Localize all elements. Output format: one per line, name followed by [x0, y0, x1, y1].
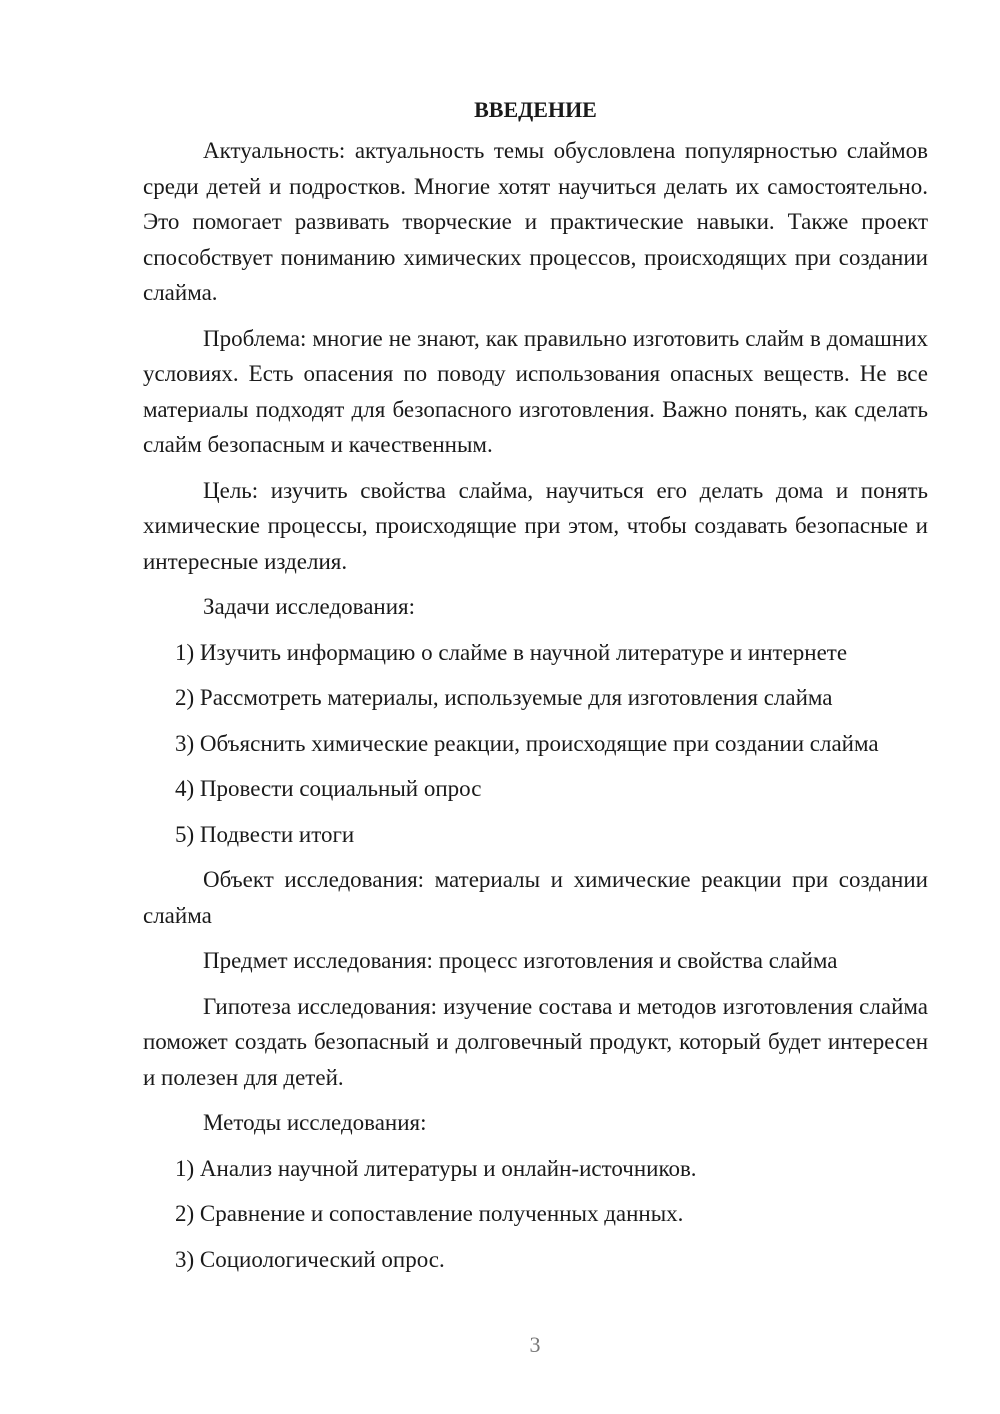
- method-item-3: 3) Социологический опрос.: [175, 1246, 445, 1272]
- subject-paragraph: Предмет исследования: процесс изготовления и свойства слайма: [203, 948, 838, 973]
- task-item-3: 3) Объяснить химические реакции, происходящие при создании слайма: [175, 730, 879, 756]
- task-item-2: 2) Рассмотреть материалы, используемые для изготовления слайма: [175, 685, 833, 710]
- relevance-paragraph: Актуальность: актуальность темы обусловлена популярностью слаймов среди детей и подростков. Многие хотят научиться делать их самостоятельно. Это помогает развивать творческие и практические навыки. Также проект способствует пониманию химических процессов, происходящих при создании слайма.: [143, 138, 928, 305]
- page-title: ВВЕДЕНИЕ: [474, 97, 597, 122]
- page-content: [143, 90, 928, 1287]
- task-item-4: 4) Провести социальный опрос: [175, 776, 482, 801]
- tasks-heading: Задачи исследования:: [203, 594, 416, 619]
- task-item-1: 1) Изучить информацию о слайме в научной литературе и интернете: [175, 639, 848, 665]
- task-item-5: 5) Подвести итоги: [175, 821, 355, 847]
- problem-paragraph: Проблема: многие не знают, как правильно изготовить слайм в домашних условиях. Есть опасения по поводу использования опасных веществ. Не все материалы подходят для безопасного изготовления. Важно понять, как сделать слайм безопасным и качественным.: [143, 325, 928, 457]
- method-item-2: 2) Сравнение и сопоставление полученных данных.: [175, 1201, 684, 1226]
- hypothesis-paragraph: Гипотеза исследования: изучение состава и методов изготовления слайма поможет создать безопасный и долговечный продукт, который будет интересен и полезен для детей.: [143, 993, 928, 1090]
- methods-heading: Методы исследования:: [203, 1110, 427, 1135]
- method-item-1: 1) Анализ научной литературы и онлайн-источников.: [175, 1155, 697, 1181]
- goal-paragraph: Цель: изучить свойства слайма, научиться его делать дома и понять химические процессы, происходящие при этом, чтобы создавать безопасные и интересные изделия.: [143, 477, 928, 574]
- page-number: 3: [529, 1332, 541, 1357]
- object-paragraph: Объект исследования: материалы и химические реакции при создании слайма: [143, 867, 928, 928]
